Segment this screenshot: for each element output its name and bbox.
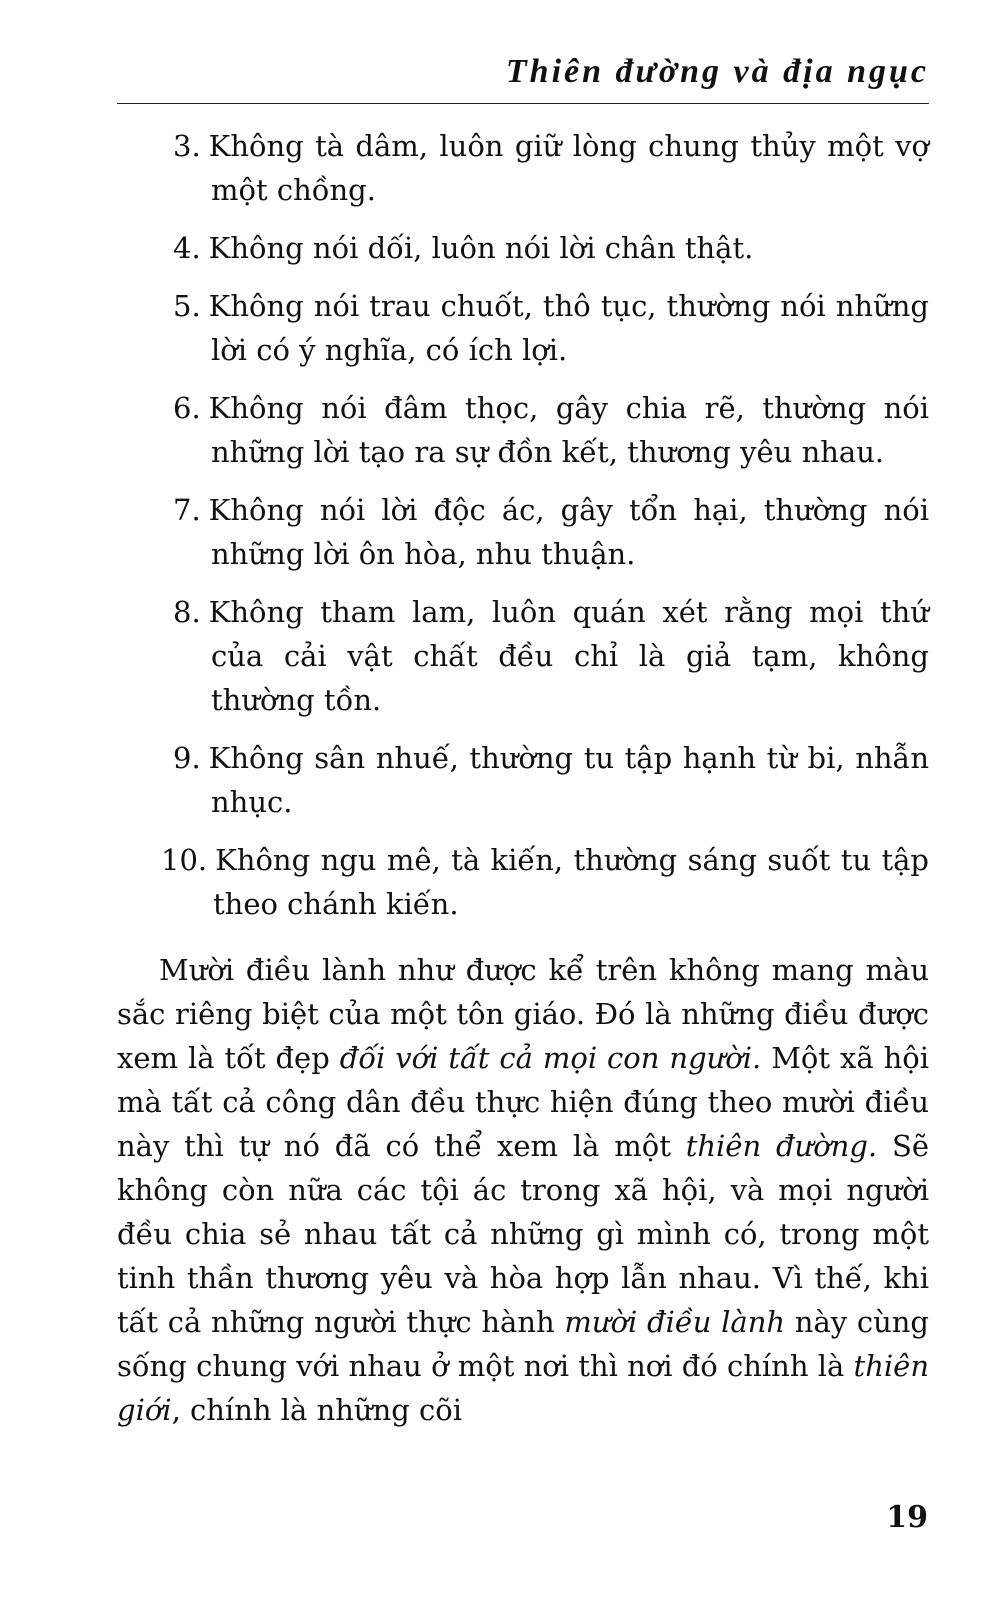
paragraph-emphasis: mười điều lành: [564, 1305, 786, 1339]
header-divider: [117, 103, 929, 104]
list-item-number: 6.: [173, 391, 201, 425]
paragraph-text: Mười điều lành như được kể trên không mang màu sắc riêng biệt của một tôn giáo. Đó là những điều được xem là tốt đẹp: [117, 953, 929, 1075]
list-item-number: 7.: [173, 493, 201, 527]
list-item-number: 3.: [173, 129, 201, 163]
list-item-text: Không tà dâm, luôn giữ lòng chung thủy một vợ một chồng.: [208, 129, 929, 207]
list-item-text: Không ngu mê, tà kiến, thường sáng suốt tu tập theo chánh kiến.: [213, 843, 929, 921]
paragraph-emphasis: thiên giới: [117, 1349, 929, 1427]
list-item-text: Không nói lời độc ác, gây tổn hại, thường nói những lời ôn hòa, nhu thuận.: [208, 493, 929, 571]
paragraph-text: , chính là những cõi: [171, 1393, 463, 1427]
paragraph-text: Một xã hội mà tất cả công dân đều thực hiện đúng theo mười điều này thì tự nó đã có thể xem là một: [117, 1041, 929, 1163]
body-paragraph: [117, 948, 929, 1432]
list-item-number: 5.: [173, 289, 201, 323]
list-item-text: Không nói trau chuốt, thô tục, thường nói những lời có ý nghĩa, có ích lợi.: [208, 289, 929, 367]
list-item: [173, 284, 929, 372]
paragraph-text: Sẽ không còn nữa các tội ác trong xã hội, và mọi người đều chia sẻ nhau tất cả những gì mình có, trong một tinh thần thương yêu và hòa hợp lẫn nhau. Vì thế, khi tất cả những người thực hành: [117, 1129, 930, 1339]
list-item: [161, 838, 929, 926]
list-item: [173, 124, 929, 212]
list-item-number: 8.: [173, 595, 201, 629]
list-item: [173, 590, 929, 722]
list-item: [173, 736, 929, 824]
page-number: 19: [886, 1500, 928, 1535]
list-item-text: Không tham lam, luôn quán xét rằng mọi thứ của cải vật chất đều chỉ là giả tạm, không thường tồn.: [208, 595, 929, 717]
precepts-list: [161, 124, 929, 940]
list-item-text: Không nói đâm thọc, gây chia rẽ, thường nói những lời tạo ra sự đồn kết, thương yêu nhau.: [208, 391, 929, 469]
list-item-number: 10.: [161, 843, 208, 877]
running-header-title: Thiên đường và địa ngục: [505, 53, 929, 90]
list-item-number: 9.: [173, 741, 201, 775]
list-item: [173, 226, 929, 270]
list-item: [173, 386, 929, 474]
list-item-number: 4.: [173, 231, 201, 265]
list-item-text: Không nói dối, luôn nói lời chân thật.: [208, 231, 754, 265]
paragraph-emphasis: thiên đường.: [685, 1129, 878, 1163]
paragraph-text: này cùng sống chung với nhau ở một nơi thì nơi đó chính là: [117, 1305, 929, 1383]
list-item: [173, 488, 929, 576]
paragraph-emphasis: đối với tất cả mọi con người.: [339, 1041, 762, 1075]
list-item-text: Không sân nhuế, thường tu tập hạnh từ bi, nhẫn nhục.: [208, 741, 929, 819]
